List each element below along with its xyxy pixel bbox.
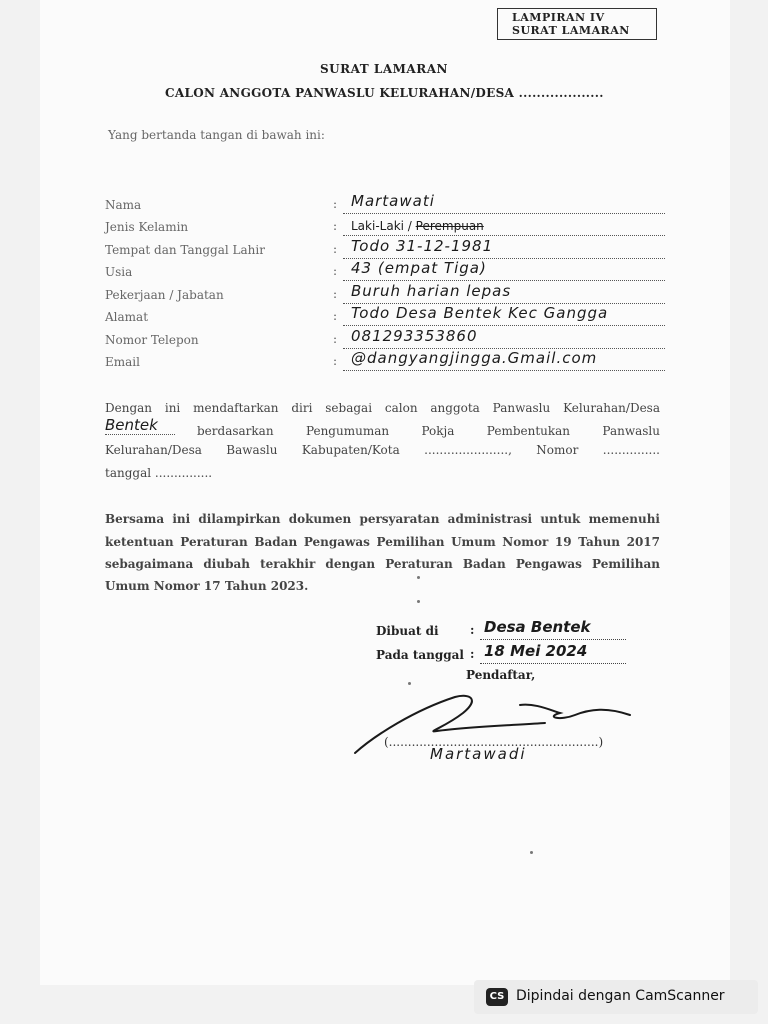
field-value: Todo 31-12-1981 [351,237,494,255]
lampiran-line1: LAMPIRAN IV [512,11,605,24]
field-value: Todo Desa Bentek Kec Gangga [351,304,609,322]
dotted-line [105,434,175,435]
place-value: Desa Bentek [484,618,591,636]
document-subtitle: CALON ANGGOTA PANWASLU KELURAHAN/DESA ................... [165,86,604,100]
scan-speck [417,600,420,603]
date-value: 18 Mei 2024 [484,642,588,660]
field-label: Nomor Telepon [105,333,199,347]
paragraph1-line3: Kelurahan/Desa Bawaslu Kabupaten/Kota ......................, Nomor ............... [105,443,660,457]
paragraph1-line4: tanggal ............... [105,466,213,480]
dotted-line [343,370,665,371]
field-colon: : [333,287,338,301]
field-value: 43 (empat Tiga) [351,259,487,277]
paragraph1-line1: Dengan ini mendaftarkan diri sebagai calon anggota Panwaslu Kelurahan/Desa [105,401,660,415]
dotted-line [343,213,665,214]
field-value: Buruh harian lepas [351,282,512,300]
lampiran-box [497,8,657,40]
paragraph1-line2-text: berdasarkan Pengumuman Pokja Pembentukan Panwaslu [197,424,660,438]
field-colon: : [333,197,338,211]
field-colon: : [333,332,338,346]
scan-speck [530,851,533,854]
field-label: Jenis Kelamin [105,220,189,234]
paragraph2-line2: ketentuan Peraturan Badan Pengawas Pemilihan Umum Nomor 19 Tahun 2017 [105,535,660,549]
handwritten-desa: Bentek [105,416,158,434]
field-label: Usia [105,265,133,279]
camscanner-badge [474,980,758,1014]
field-row-email [105,351,665,373]
field-row-jenis-kelamin [105,216,665,238]
field-colon: : [333,354,338,368]
field-colon: : [333,219,338,233]
scan-speck [408,682,411,685]
dotted-line [480,639,626,640]
signature-date-row [376,644,626,666]
dotted-line [343,325,665,326]
field-colon: : [333,309,338,323]
field-row-nomor-telepon [105,329,665,351]
field-colon: : [333,264,338,278]
date-colon: : [470,647,475,661]
field-row-pekerjaan [105,284,665,306]
field-value [351,219,484,233]
handwritten-name: Martawadi [430,745,527,763]
field-label: Tempat dan Tanggal Lahir [105,243,265,257]
camscanner-text: Dipindai dengan CamScanner [516,988,725,1004]
gender-male: Laki-Laki / [351,219,416,233]
paragraph2-line1: Bersama ini dilampirkan dokumen persyaratan administrasi untuk memenuhi [105,512,660,526]
field-label: Pekerjaan / Jabatan [105,288,224,302]
paragraph2-line4: Umum Nomor 17 Tahun 2023. [105,579,309,593]
intro-text: Yang bertanda tangan di bawah ini: [108,128,325,142]
field-label: Alamat [105,310,149,324]
field-colon: : [333,242,338,256]
field-row-alamat [105,306,665,328]
field-label: Nama [105,198,142,212]
field-row-tempat-tanggal-lahir [105,239,665,261]
field-value: @dangyangjingga.Gmail.com [351,349,598,367]
field-row-usia [105,261,665,283]
place-colon: : [470,623,475,637]
gender-female-struck: Perempuan [415,219,484,233]
date-label: Pada tanggal [376,648,464,662]
dotted-line [343,280,665,281]
field-value: Martawati [351,192,435,210]
paragraph2-line3: sebagaimana diubah terakhir dengan Peraturan Badan Pengawas Pemilihan [105,557,660,571]
field-row-nama [105,194,665,216]
field-label: Email [105,355,140,369]
registrant-label: Pendaftar, [466,668,536,682]
camscanner-logo-icon: CS [486,988,508,1006]
document-page [40,0,730,985]
signature-place-row [376,620,626,642]
name-placeholder: (.......................................................) [384,735,604,749]
dotted-line [343,235,665,236]
dotted-line [480,663,626,664]
lampiran-line2: SURAT LAMARAN [512,24,630,37]
field-value: 081293353860 [351,327,478,345]
document-title: SURAT LAMARAN [320,62,448,76]
place-label: Dibuat di [376,624,439,638]
scan-speck [417,576,420,579]
